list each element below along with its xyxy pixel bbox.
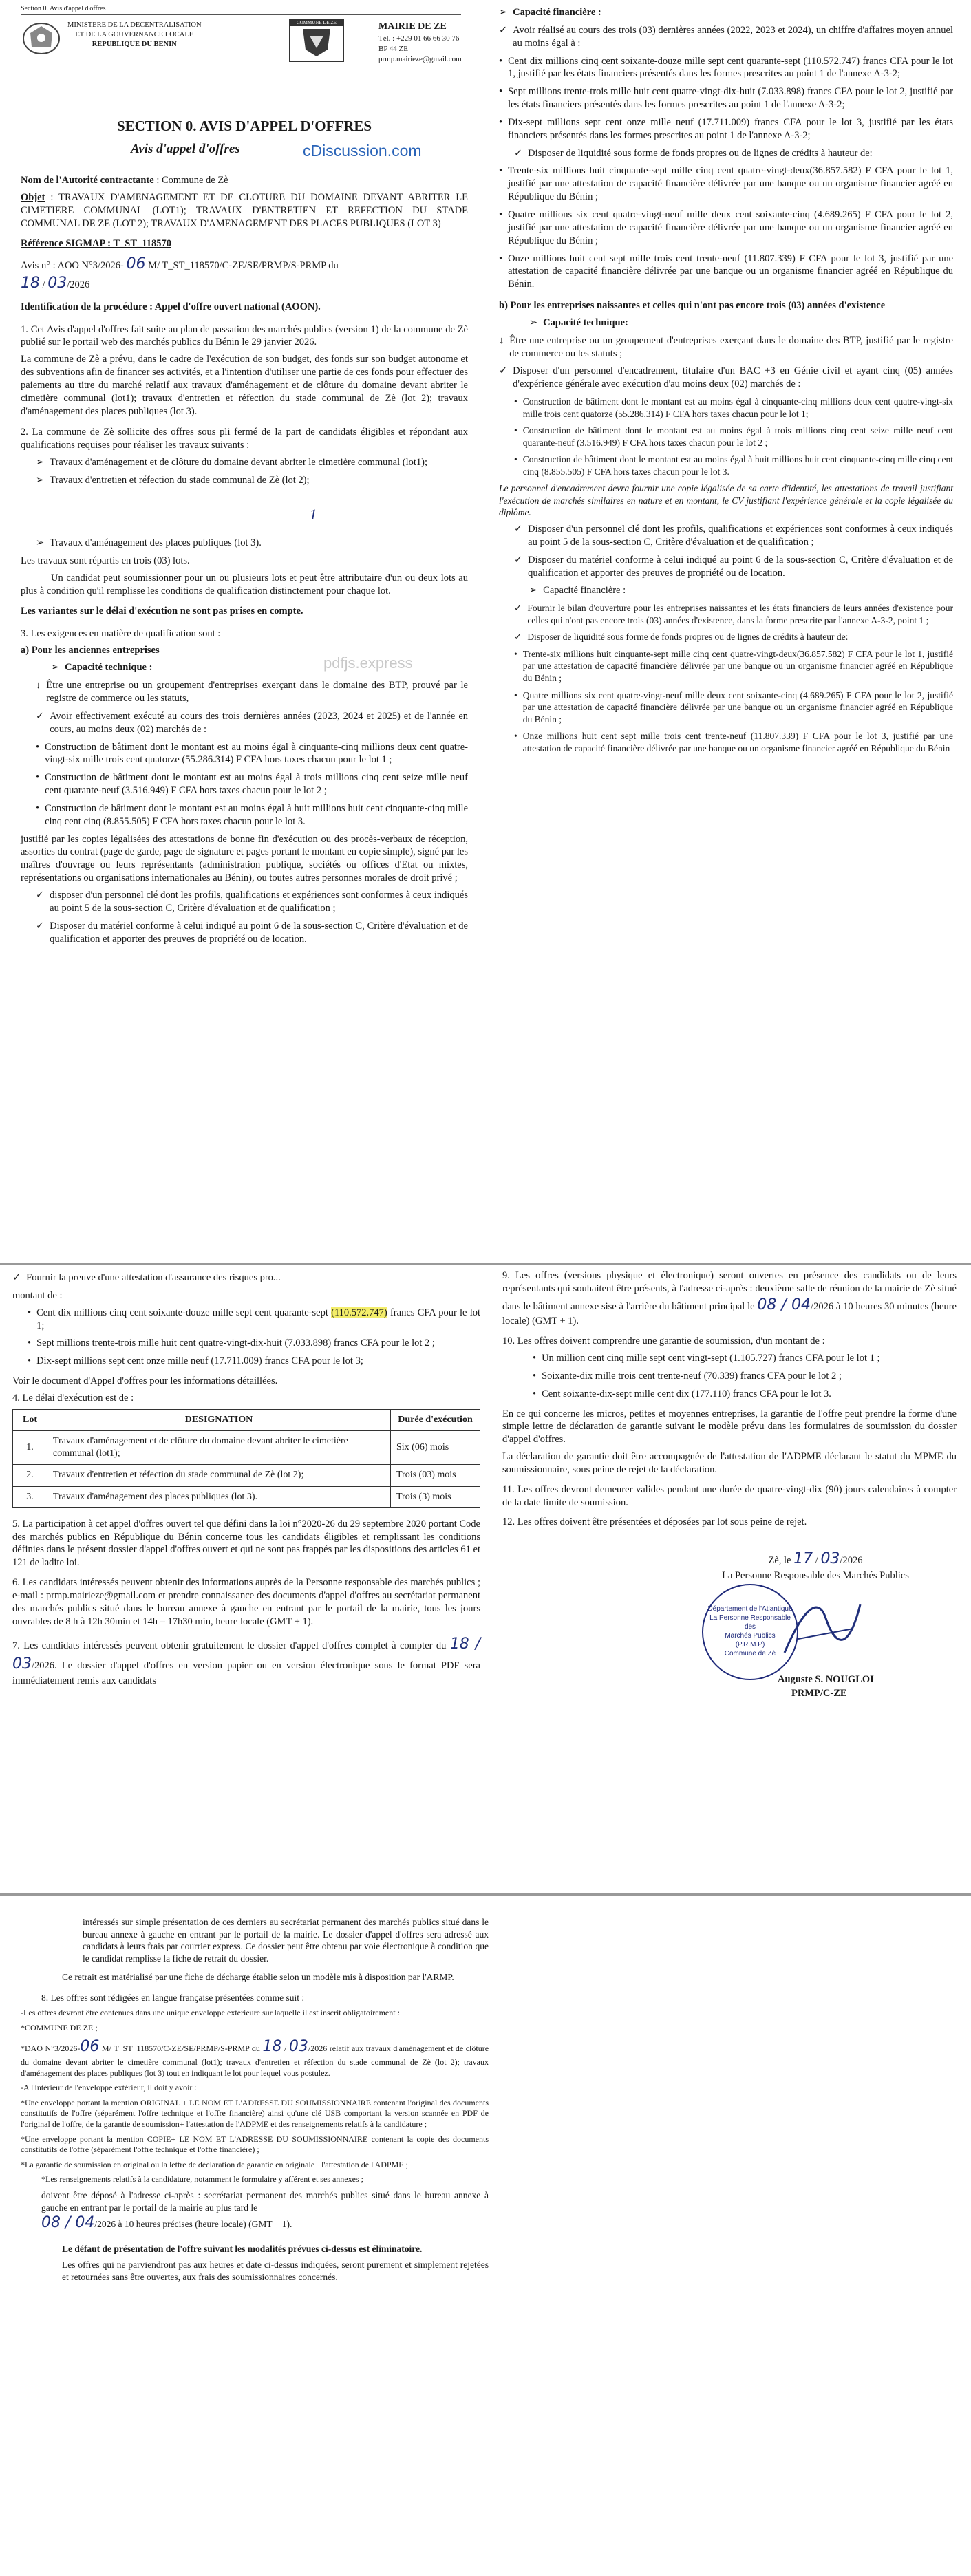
list-item: • Cent dix millions cinq cent soixante-douze mille sept cent quarante-sept (110.572.747) francs CFA pour le lot 1; xyxy=(28,1307,480,1331)
page2-right-column xyxy=(502,1269,957,1715)
para-7: 7. Les candidats intéressés peuvent obtenir gratuitement le dossier d'appel d'offres complet à compter du 18 / 03/2026. Le dossier d'appel d'offres en version papier ou en version électronique sous le format PDF sera immédiatement remis aux candidats xyxy=(12,1635,481,1686)
list-item: ✓ Fournir le bilan d'ouverture pour les entreprises naissantes et les états financiers de leurs années d'existence pour celles qui n'ont pas encore trois (03) années d'existence, dans la forme prescrite par l'annexe A-3-2, point 1 ; xyxy=(514,603,953,625)
anciennes-entreprises: a) Pour les anciennes entreprises xyxy=(21,645,160,656)
page1-right-column xyxy=(499,4,953,759)
ministry-block xyxy=(67,21,202,50)
handwritten-month: 03 xyxy=(47,275,67,292)
signature-title: La Personne Responsable des Marchés Publics xyxy=(722,1569,909,1581)
table-row: 1. Travaux d'aménagement et de clôture du domaine devant abriter le cimetière communal (lot1); Six (06) mois xyxy=(13,1430,480,1464)
list-item: ➢ Travaux d'aménagement et de clôture du domaine devant abriter le cimetière communal (lot1); xyxy=(36,457,428,469)
list-item: • Cent soixante-dix-sept mille cent dix (177.110) francs CFA pour le lot 3. xyxy=(533,1388,831,1399)
para-9: 9. Les offres (versions physique et électronique) seront ouvertes en présence des candidats ou de leurs représentants qui souhaitent être présents, à l'adresse ci-après : deuxième salle de réunion de la mairie de Zè situé dans le bâtiment annexe sise à l'arrière du bâtiment principal le 08 / 04/2026 à 10 heures 30 minutes (heure locale) (GMT + 1). xyxy=(502,1270,957,1327)
signatory-name: Auguste S. NOUGLOI xyxy=(778,1674,874,1686)
ministry-line: MINISTERE DE LA DECENTRALISATION xyxy=(67,21,202,29)
personnel-note: Le personnel d'encadrement devra fournir une copie légalisée de sa carte d'identité, les attestations de travail justifiant l'exécution de marchés similaires en nature et en montant, le CV justifiant l'expérience générale et la copie légalisée du diplôme. xyxy=(499,483,953,518)
list-item: • Construction de bâtiment dont le montant est au moins égal à trois millions cinq cent seize mille neuf cent quarante-neuf (3.516.949) F CFA hors taxes chacun pour le lot 2 ; xyxy=(514,425,953,448)
th-lot: Lot xyxy=(13,1409,47,1430)
signature-date: Zè, le 17 / 03/2026 xyxy=(768,1550,863,1568)
coat-of-arms-icon xyxy=(21,19,62,58)
page3-column xyxy=(21,1916,489,2287)
list-item: • Quatre millions six cent quatre-vingt-neuf mille deux cent soixante-cinq (4.689.265) F CFA pour le lot 2, justifié par une attestation de capacité financière délivrée par une banque ou un organisme financier agréé en République du Bénin ; xyxy=(499,208,953,246)
page-number: 1 xyxy=(309,505,317,523)
objet: Objet : TRAVAUX D'AMENAGEMENT ET DE CLOTURE DU DOMAINE DEVANT ABRITER LE CIMETIERE COMMUNAL (LOT1); TRAVAUX D'ENTRETIEN ET REFECTION DU STADE COMMUNAL DE ZE (LOT 2); TRAVAUX D'AMENAGEMENT DES PLACES PUBLIQUES (LOT 3) xyxy=(21,192,468,229)
handwritten-date: 08 / 04 xyxy=(41,2214,95,2232)
section-title: SECTION 0. AVIS D'APPEL D'OFFRES xyxy=(116,118,372,134)
list-item: • Onze millions huit cent sept mille trois cent trente-neuf (11.807.339) F CFA pour le lot 3, justifié par une attestation de capacité financière délivrée par une banque ou un organisme financier agréé en République du Bénin xyxy=(514,731,953,753)
heading-capacite-technique: ➢ Capacité technique : xyxy=(51,662,153,674)
para-5: 5. La participation à cet appel d'offres ouvert tel que défini dans la loi n°2020-26 du 29 septembre 2020 portant Code des marchés publics en République du Bénin concerne tous les candidats éligibles et remplissant les conditions définies dans le présent dossier d'appel d'offres ouvert et qui ne sont pas frappés par les dispositions des articles 61 et 121 de ladite loi. xyxy=(12,1518,480,1569)
candidat-lots: Un candidat peut soumissionner pour un ou plusieurs lots et peut être attributaire d'un ou deux lots au plus à condition qu'il remplisse les conditions de qualification distinctement pour chaque lot. xyxy=(21,572,468,597)
list-item: ✓ Avoir réalisé au cours des trois (03) dernières années (2022, 2023 et 2024), un chiffre d'affaires moyen annuel au moins égal à : xyxy=(499,24,953,49)
list-item: • Construction de bâtiment dont le montant est au moins égal à cinquante-cinq millions deux cent quatre-vingt-six mille trois cent quatorze (55.286.314) F CFA hors taxes chacun pour le lot 1 ; xyxy=(36,741,468,766)
p7-continuation: intéressés sur simple présentation de ces derniers au secrétariat permanent des marchés publics situé dans le bureau annexe à gauche en entrant par le portail de la mairie. Le dossier d'appel d'offres sera adressé aux candidats à leurs frais par courrier express. Ce dossier peut être obtenu par voie électronique à condition que le candidat remplisse la fiche de retrait du dossier. xyxy=(83,1917,489,1964)
list-item: • Trente-six millions huit cinquante-sept mille cinq cent quatre-vingt-deux(36.857.582) F CFA pour le lot 1, justifié par une attestation de capacité financière délivrée par une banque ou un organisme financier agréé en République du Bénin ; xyxy=(514,648,953,683)
th-duree: Durée d'exécution xyxy=(391,1409,480,1430)
list-item: ✓ Disposer du matériel conforme à celui indiqué au point 6 de la sous-section C, Critère d'évaluation et de qualification et apporter des preuves de propriété ou de location. xyxy=(36,920,468,945)
interieur: -A l'intérieur de l'enveloppe extérieur, il doit y avoir : xyxy=(21,2083,197,2093)
list-item: • Construction de bâtiment dont le montant est au moins égal à huit millions huit cent cinquante-cinq mille cinq cent cinq (8.855.505) F CFA hors taxes chacun pour le lot 3. xyxy=(514,454,953,477)
table-header-row xyxy=(13,1409,480,1430)
th-designation: DESIGNATION xyxy=(47,1409,391,1430)
garantie-line: *La garantie de soumission en original ou la lettre de déclaration de garantie en originale+ l'attestation de l'ADPME ; xyxy=(21,2159,408,2169)
montant-de: montant de : xyxy=(12,1289,63,1301)
pme-declaration: La déclaration de garantie doit être accompagnée de l'attestation de l'ADPME déclarant le statut du MPME du soumissionnaire, sous peine de rejet de la déclaration. xyxy=(502,1451,957,1475)
para-6: 6. Les candidats intéressés peuvent obtenir des informations auprès de la Personne responsable des marchés publics ; e-mail : prmp.mairieze@gmail.com et prendre connaissance des documents d'appel d'offres au secrétariat permanent des marchés publics situé dans le bureau annexe à gauche en entrant par le portail de la mairie, tous les jours ouvrables de 8 h à 12h 30min et 14h – 17h30 min, heure locale (GMT + 1). xyxy=(12,1577,480,1627)
list-item: • Soixante-dix mille trois cent trente-neuf (70.339) francs CFA pour le lot 2 ; xyxy=(533,1370,842,1382)
list-item: • Trente-six millions huit cinquante-sept mille cinq cent quatre-vingt-deux(36.857.582) F CFA pour le lot 1, justifié par une attestation de capacité financière délivrée par une banque ou un organisme financier agréé en République du Bénin ; xyxy=(499,165,953,203)
dao-line: *DAO N°3/2026-06 M/ T_ST_118570/C-ZE/SE/PRMP/S-PRMP du 18 / 03/2026 relatif aux travaux d'aménagement et de clôture du domaine devant abriter le cimetière communal (lot1); travaux d'entretien et réfection du stade communal de Zè (lot 2); travaux d'aménagement des places publiques (lot 3) tout en indiquant le lot pour lequel vous postulez. xyxy=(21,2038,489,2078)
header-section-tag: Section 0. Avis d'appel d'offres xyxy=(21,4,461,15)
list-item: • Dix-sept millions sept cent onze mille neuf (17.711.009) francs CFA pour le lot 3; xyxy=(28,1355,363,1367)
list-item: • Onze millions huit cent sept mille trois cent trente-neuf (11.807.339) F CFA pour le lot 3, justifié par une attestation de capacité financière délivrée par une banque ou un organisme financier agréé en République du Bénin. xyxy=(499,253,953,290)
autorite: Nom de l'Autorité contractante : Commune de Zè xyxy=(21,175,228,186)
ministry-line: ET DE LA GOUVERNANCE LOCALE xyxy=(75,31,194,39)
trois-lots: Les travaux sont répartis en trois (03) lots. xyxy=(21,555,190,567)
para-11: 11. Les offres devront demeurer valides pendant une durée de quatre-vingt-dix (90) jours calendaires à compter de la date limite de soumission. xyxy=(502,1483,957,1508)
signature-block xyxy=(674,1549,957,1715)
sigmap-ref: Référence SIGMAP : T_ST_118570 xyxy=(21,237,171,249)
heading-capacite-financiere: ➢ Capacité financière : xyxy=(499,7,601,18)
signature-scribble-icon xyxy=(778,1591,867,1671)
contact-phone: Tél. : +229 01 66 66 30 76 xyxy=(378,34,460,43)
list-item: ↓ Être une entreprise ou un groupement d'entreprises exerçant dans le domaine des BTP, justifié par le registre de commerce ou les statuts ; xyxy=(499,334,953,359)
retard: Les offres qui ne parviendront pas aux heures et date ci-dessus indiquées, seront purement et simplement rejetées et retournées sans être ouvertes, aux frais des soumissionnaires concernés. xyxy=(62,2260,489,2282)
watermark-cdiscussion: cDiscussion.com xyxy=(303,142,422,160)
ministry-line: REPUBLIQUE DU BENIN xyxy=(92,41,177,49)
list-item: ➢ Travaux d'aménagement des places publiques (lot 3). xyxy=(36,537,262,549)
handwritten-date: 18 / 03 xyxy=(12,1635,481,1673)
handwritten-avis-num: 06 xyxy=(126,255,146,272)
page-3 xyxy=(0,1893,971,2576)
para-10: 10. Les offres doivent comprendre une garantie de soumission, d'un montant de : xyxy=(502,1335,825,1347)
list-item: • Un million cent cinq mille sept cent vingt-sept (1.105.727) francs CFA pour le lot 1 ; xyxy=(533,1352,880,1364)
subtitle: Avis d'appel d'offres xyxy=(131,142,240,157)
highlighted-amount: (110.572.747) xyxy=(331,1307,387,1318)
handwritten-day: 18 xyxy=(21,275,40,292)
para-2: 2. La commune de Zè sollicite des offres sous pli fermé de la part de candidats éligibles et répondant aux qualifications requises pour réaliser les travaux suivants : xyxy=(21,427,468,451)
defaut: Le défaut de présentation de l'offre suivant les modalités prévues ci-dessus est éliminatoire. xyxy=(62,2243,423,2254)
list-item: ✓ Disposer d'un personnel clé dont les profils, qualifications et expériences sont conformes à ceux indiqués au point 5 de la sous-section C, Critère d'évaluation et de qualification ; xyxy=(514,524,953,548)
identification: Identification de la procédure : Appel d'offre ouvert national (AOON). xyxy=(21,301,321,312)
heading-capacite-technique-b: ➢ Capacité technique: xyxy=(529,316,628,328)
pme-garantie: En ce qui concerne les micros, petites et moyennes entreprises, la garantie de l'offre peut prendre la forme d'une simple lettre de déclaration de garantie suivant le modèle prévu dans les formulaires de soumission du dossier d'appel d'offres. xyxy=(502,1408,957,1446)
avis-number: Avis n° : AOO N°3/2026- 06 M/ T_ST_118570/C-ZE/SE/PRMP/S-PRMP du 18 / 03/2026 xyxy=(21,255,339,292)
list-item: • Sept millions trente-trois mille huit cent quatre-vingt-dix-huit (7.033.898) francs CFA pour le lot 2, justifié par les états financiers présentés dans les formes prescrites au point 1 de l'annexe A-3-2; xyxy=(499,86,953,111)
list-item: ✓ Disposer d'un personnel d'encadrement, titulaire d'un BAC +3 en Génie civil et ayant cinq (05) années d'expérience générale avec exécution d'au moins deux (02) marchés de : xyxy=(499,365,953,390)
list-item: • Construction de bâtiment dont le montant est au moins égal à huit millions huit cent cinquante-cinq mille cinq cent cinq (8.855.505) F CFA hors taxes chacun pour le lot 3. xyxy=(36,802,468,827)
heading-capacite-financiere-b: ➢ Capacité financière : xyxy=(529,585,626,597)
para-1: 1. Cet Avis d'appel d'offres fait suite au plan de passation des marchés publics (version 1) de la commune de Zè publié sur le portail web des marchés publics du Bénin le 29 janvier 2026. xyxy=(21,323,468,348)
list-item: ✓ Disposer de liquidité sous forme de fonds propres ou de lignes de crédits à hauteur de: xyxy=(514,632,849,643)
table-row: 3. Travaux d'aménagement des places publiques (lot 3). Trois (3) mois xyxy=(13,1486,480,1507)
contact-bp: BP 44 ZE xyxy=(378,44,408,53)
renseignements: *Les renseignements relatifs à la candidature, notamment le formulaire y afférent et ses annexes ; xyxy=(41,2174,363,2185)
voir-dao: Voir le document d'Appel d'offres pour les informations détaillées. xyxy=(12,1375,278,1387)
mairie-block xyxy=(378,21,462,64)
retrait: Ce retrait est matérialisé par une fiche de décharge établie selon un modèle mis à disposition par l'ARMP. xyxy=(62,1972,454,1983)
list-item: ✓ Fournir la preuve d'une attestation d'assurance des risques pro... xyxy=(12,1272,281,1283)
handwritten-date: 08 / 04 xyxy=(757,1296,811,1313)
commune-crest-icon: COMMUNE DE ZE xyxy=(289,19,344,62)
para-4: 4. Le délai d'exécution est de : xyxy=(12,1392,134,1404)
table-row: 2. Travaux d'entretien et réfection du stade communal de Zè (lot 2); Trois (03) mois xyxy=(13,1465,480,1486)
naissantes-heading: b) Pour les entreprises naissantes et celles qui n'ont pas encore trois (03) années d'existence xyxy=(499,300,886,312)
para-1b: La commune de Zè a prévu, dans le cadre de l'exécution de son budget, des fonds sur son budget autonome et des subventions afin de financer ses activités, et a l'intention d'utiliser une partie de ces fonds pour effectuer des paiements au titre du marché relatif aux travaux d'aménagement et de clôture du domaine devant abriter le cimetière communal (lot1); travaux d'entretien et réfection du stade communal de Zè (lot 2); travaux d'aménagement des places publiques (lot 3). xyxy=(21,354,468,417)
official-stamp: Département de l'Atlantique La Personne Responsable des Marchés Publics (P.R.M.P) Commune de Zè xyxy=(702,1584,798,1680)
list-item: • Sept millions trente-trois mille huit cent quatre-vingt-dix-huit (7.033.898) francs CFA pour le lot 2 ; xyxy=(28,1338,435,1349)
list-item: ✓ Avoir effectivement exécuté au cours des trois dernières années (2023, 2024 et 2025) et de l'année en cours, au moins deux (02) marchés de : xyxy=(36,710,468,735)
list-item: • Construction de bâtiment dont le montant est au moins égal à trois millions cinq cent seize mille neuf cent quarante-neuf (3.516.949) F CFA hors taxes chacun pour le lot 2 ; xyxy=(36,772,468,797)
justifie: justifié par les copies légalisées des attestations de bonne fin d'exécution ou des procès-verbaux de réception, assorties du contrat (page de garde, page de signature et pages portant le montant en copie simple), signé par les maîtres d'ouvrage ou leurs représentants (administration publique, sociétés ou offices d'Etat ou mixtes, représentations ou organisations internationales au Bénin), ou toutes autres personnes morales de droit privé ; xyxy=(21,833,468,884)
list-item: ↓ Être une entreprise ou un groupement d'entreprises exerçant dans le domaine des BTP, prouvé par le registre de commerce ou les statuts, xyxy=(36,680,468,705)
list-item: ✓ disposer d'un personnel clé dont les profils, qualifications et expériences sont conformes à ceux indiqués au point 5 de la sous-section C, Critère d'évaluation et de qualification ; xyxy=(36,889,468,914)
page2-left-column xyxy=(12,1269,480,1691)
list-item: • Construction de bâtiment dont le montant est au moins égal à cinquante-cinq millions deux cent quatre-vingt-six mille trois cent quatorze (55.286.314) F CFA hors taxes chacun pour le lot 1; xyxy=(514,396,953,419)
execution-table xyxy=(12,1409,480,1508)
commune-line: *COMMUNE DE ZE ; xyxy=(21,2022,98,2032)
page-1 xyxy=(0,0,971,1259)
enveloppe-copie: *Une enveloppe portant la mention COPIE+ LE NOM ET L'ADRESSE DU SOUMISSIONNAIRE contenant la copie des documents constitutifs de l'offre (séparément l'offre technique et l'offre financière) ; xyxy=(21,2134,489,2155)
depot: doivent être déposé à l'adresse ci-après : secrétariat permanent des marchés publics situé dans le bureau annexe à gauche en entrant par le portail de la mairie au plus tard le 08 / 04/2026 à 10 heures précises (heure locale) (GMT + 1). xyxy=(41,2190,489,2232)
page-2 xyxy=(0,1263,971,1889)
list-item: ➢ Travaux d'entretien et réfection du stade communal de Zè (lot 2); xyxy=(36,474,310,486)
contact-email: prmp.mairieze@gmail.com xyxy=(378,54,462,63)
list-item: • Quatre millions six cent quatre-vingt-neuf mille deux cent soixante-cinq (4.689.265) F CFA pour le lot 2, justifié par une attestation de capacité financière délivrée par une banque ou un organisme financier agréé en République du Bénin ; xyxy=(514,689,953,724)
list-item: • Cent dix millions cinq cent soixante-douze mille sept cent quarante-sept (110.572.747) francs CFA pour le lot 1, justifié par les états financiers présentés dans les formes prescrites au point 1 de l'annexe A-3-2; xyxy=(499,55,953,80)
signatory-role: PRMP/C-ZE xyxy=(791,1688,847,1699)
para-12: 12. Les offres doivent être présentées et déposées par lot sous peine de rejet. xyxy=(502,1516,807,1528)
watermark-pdfjs: pdfjs.express xyxy=(323,654,413,672)
mairie-title: MAIRIE DE ZE xyxy=(378,21,447,32)
page1-left-column xyxy=(21,117,468,950)
list-item: • Dix-sept millions sept cent onze mille neuf (17.711.009) francs CFA pour le lot 3, justifié par les états financiers présentés dans les formes prescrites au point 1 de l'annexe A-3-2; xyxy=(499,116,953,141)
para-8: 8. Les offres sont rédigées en langue française présentées comme suit : xyxy=(41,1992,305,2003)
enveloppe-rule: -Les offres devront être contenues dans une unique enveloppe extérieure sur laquelle il est inscrit obligatoirement : xyxy=(21,2008,400,2018)
list-item: ✓ Disposer de liquidité sous forme de fonds propres ou de lignes de crédits à hauteur de: xyxy=(514,147,873,159)
para-3: 3. Les exigences en matière de qualification sont : xyxy=(21,627,221,639)
variantes: Les variantes sur le délai d'exécution ne sont pas prises en compte. xyxy=(21,605,303,616)
enveloppe-original: *Une enveloppe portant la mention ORIGINAL + LE NOM ET L'ADRESSE DU SOUMISSIONNAIRE contenant l'original des documents constitutifs de l'offre (séparément l'offre technique et l'offre financière) ainsi qu'une clé USB comportant la version scannée en PDF de l'original de l'offre, de la garantie de soumission+ l'attestation de l'ADPME et des renseignements relatifs à la candidature ; xyxy=(21,2097,489,2129)
list-item: ✓ Disposer du matériel conforme à celui indiqué au point 6 de la sous-section C, Critère d'évaluation et de qualification et apporter des preuves de propriété ou de location. xyxy=(514,554,953,579)
